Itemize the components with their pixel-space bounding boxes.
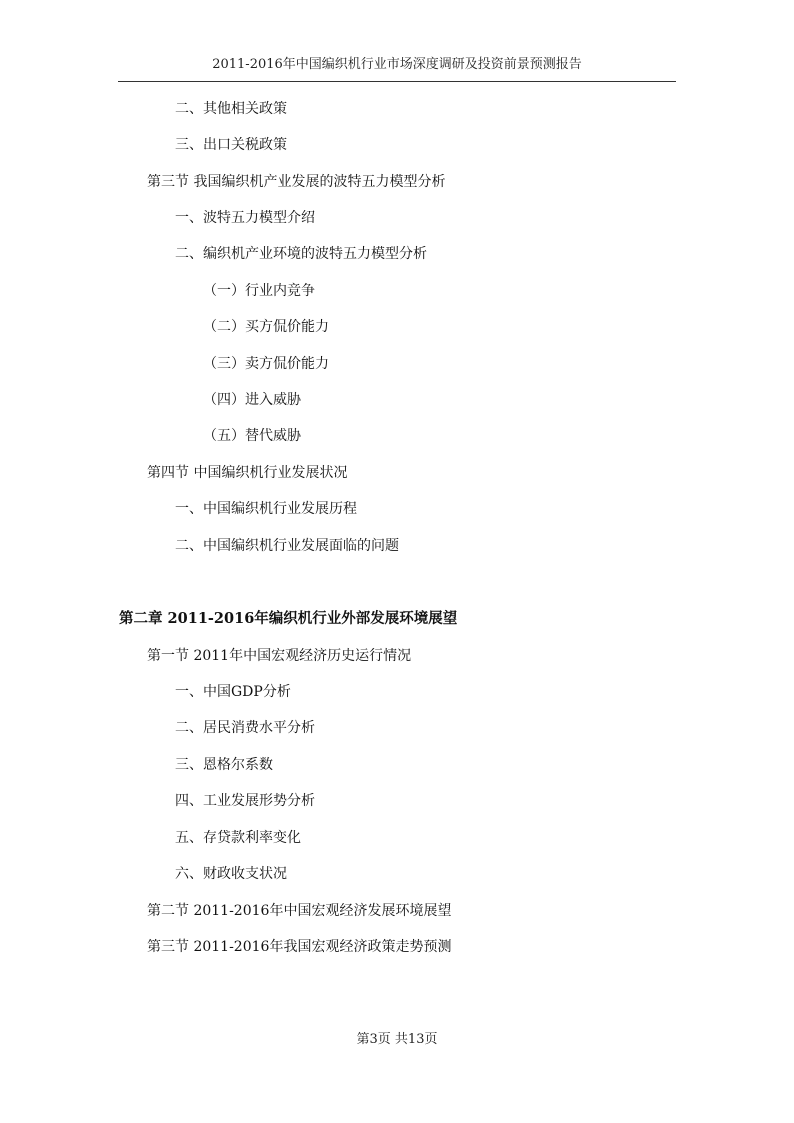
page-header: 2011-2016年中国编织机行业市场深度调研及投资前景预测报告 <box>212 57 582 72</box>
toc-item: 三、出口关税政策 <box>175 137 287 153</box>
toc-item: 二、其他相关政策 <box>175 101 287 117</box>
toc-subitem: （四）进入威胁 <box>203 392 301 408</box>
toc-chapter: 第二章 2011-2016年编织机行业外部发展环境展望 <box>119 610 458 627</box>
toc-item: 三、恩格尔系数 <box>175 757 273 773</box>
toc-section: 第三节 2011-2016年我国宏观经济政策走势预测 <box>147 939 452 955</box>
toc-item: 一、波特五力模型介绍 <box>175 210 315 226</box>
toc-item: 二、中国编织机行业发展面临的问题 <box>175 538 399 554</box>
toc-subitem: （二）买方侃价能力 <box>203 319 329 335</box>
toc-item: 二、编织机产业环境的波特五力模型分析 <box>175 246 427 262</box>
toc-section: 第三节 我国编织机产业发展的波特五力模型分析 <box>147 174 446 190</box>
toc-item: 二、居民消费水平分析 <box>175 720 315 736</box>
toc-subitem: （一）行业内竞争 <box>203 283 315 299</box>
toc-section: 第一节 2011年中国宏观经济历史运行情况 <box>147 648 412 664</box>
toc-item: 五、存贷款利率变化 <box>175 830 301 846</box>
toc-subitem: （三）卖方侃价能力 <box>203 356 329 372</box>
toc-item: 四、工业发展形势分析 <box>175 793 315 809</box>
toc-item: 六、财政收支状况 <box>175 866 287 882</box>
toc-item: 一、中国GDP分析 <box>175 684 291 700</box>
page-number: 第3页 共13页 <box>356 1032 438 1047</box>
toc-subitem: （五）替代威胁 <box>203 428 301 444</box>
toc-item: 一、中国编织机行业发展历程 <box>175 501 357 517</box>
toc-section: 第二节 2011-2016年中国宏观经济发展环境展望 <box>147 903 452 919</box>
toc-section: 第四节 中国编织机行业发展状况 <box>147 465 348 481</box>
